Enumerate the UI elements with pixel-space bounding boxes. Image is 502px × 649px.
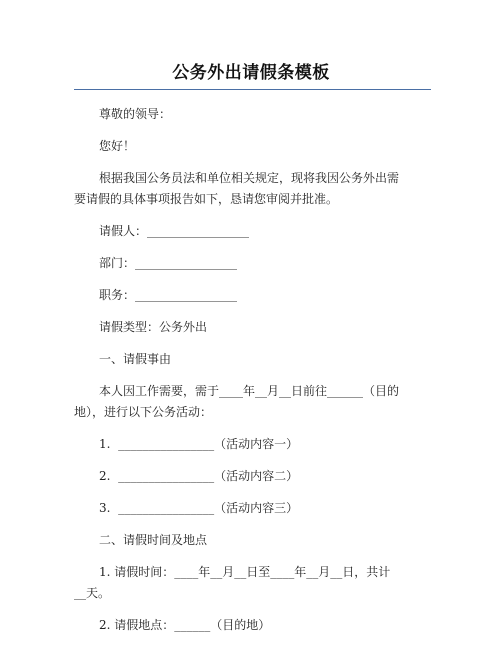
department-field: 部门：_________________ [99, 256, 238, 270]
reason-line-1: 本人因工作需要，需于____年__月__日前往______（目的 [99, 384, 400, 398]
reason-line-2: 地），进行以下公务活动： [74, 405, 213, 419]
leave-type: 请假类型：公务外出 [99, 320, 208, 334]
section-heading-time-location: 二、请假时间及地点 [99, 533, 208, 547]
page-title: 公务外出请假条模板 [172, 63, 330, 83]
activity-item: 2. ________________（活动内容二） [99, 469, 299, 483]
document-body [74, 104, 430, 636]
salutation: 尊敬的领导： [99, 107, 172, 121]
section-heading-reason: 一、请假事由 [99, 352, 172, 366]
activity-item: 1. ________________（活动内容一） [99, 437, 299, 451]
location-line: 2. 请假地点：______（目的地） [99, 618, 271, 632]
intro-line-2: 要请假的具体事项报告如下，恳请您审阅并批准。 [74, 192, 339, 206]
position-field: 职务：_________________ [99, 288, 238, 302]
greeting: 您好！ [99, 139, 136, 153]
time-line-1: 1. 请假时间：____年__月__日至____年__月__日，共计 [99, 565, 391, 579]
activity-item: 3. ________________（活动内容三） [99, 501, 299, 515]
intro-line-1: 根据我国公务员法和单位相关规定，现将我因公务外出需 [99, 171, 400, 185]
time-line-2: __天。 [74, 586, 111, 600]
title-divider [74, 89, 431, 90]
applicant-field: 请假人：_________________ [99, 224, 250, 238]
